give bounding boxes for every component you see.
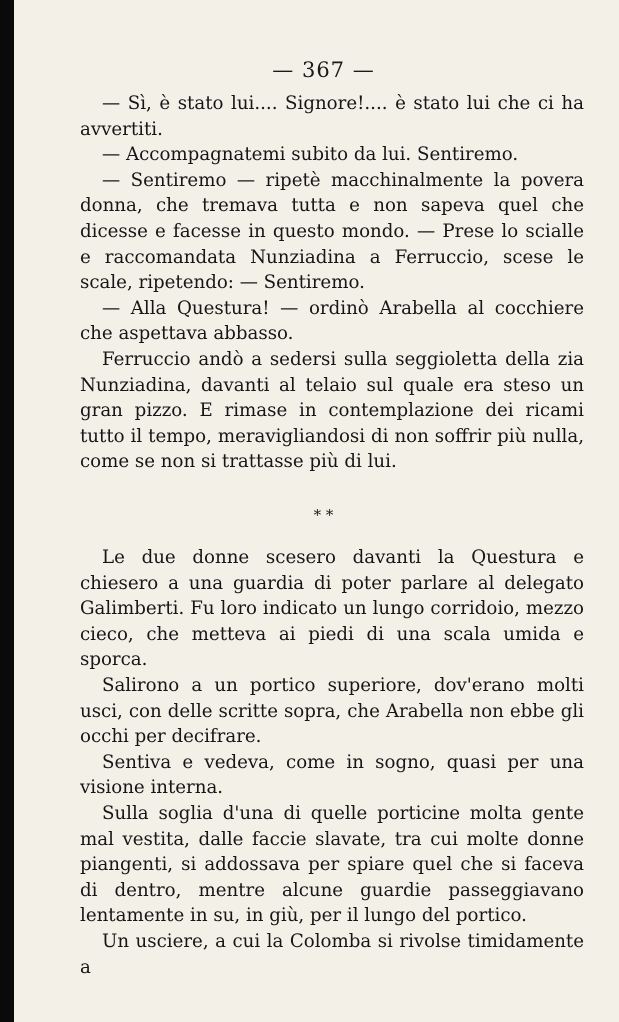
- paragraph: Le due donne scesero davanti la Questura e chiesero a una guardia di poter parlare al delegato Galimberti. Fu loro indicato un lungo corridoio, mezzo cieco, che metteva ai piedi di una scala umida e sporca.: [80, 547, 584, 671]
- paragraph: — Sì, è stato lui.... Signore!.... è stato lui che ci ha avvertiti.: [80, 93, 584, 140]
- paragraph: — Sentiremo — ripetè macchinalmente la povera donna, che tremava tutta e non sapeva quel che dicesse e facesse in questo mondo. — Prese lo scialle e raccomandata Nunziadina a Ferruccio, scese le scale, ripetendo: — Sentiremo.: [80, 169, 584, 294]
- paragraph: Sulla soglia d'una di quelle porticine molta gente mal vestita, dalle faccie slavate, tra cui molte donne piangenti, si addossava per spiare quel che si faceva di dentro, mentre alcune guardie passeggiavano lentamente in su, in giù, per il lungo del portico.: [80, 802, 584, 927]
- paragraph: — Accompagnatemi subito da lui. Sentiremo.: [102, 144, 519, 166]
- text-block-upper: [80, 91, 584, 475]
- paragraph: — Alla Questura! — ordinò Arabella al cocchiere che aspettava abbasso.: [80, 297, 584, 345]
- text-block-lower: [80, 545, 584, 980]
- page-number: — 367 —: [272, 58, 375, 82]
- paragraph: Ferruccio andò a sedersi sulla seggioletta della zia Nunziadina, davanti al telaio sul quale era steso un gran pizzo. E rimase in contemplazione dei ricami tutto il tempo, meravigliandosi di non soffrir più nulla, come se non si trattasse più di lui.: [80, 348, 584, 473]
- paragraph: Sentiva e vedeva, come in sogno, quasi per una visione interna.: [80, 751, 584, 799]
- paragraph: Un usciere, a cui la Colomba si rivolse timidamente a: [80, 930, 584, 978]
- paragraph: Salirono a un portico superiore, dov'erano molti usci, con delle scritte sopra, che Arabella non ebbe gli occhi per decifrare.: [80, 674, 584, 748]
- section-break: * *: [313, 506, 334, 524]
